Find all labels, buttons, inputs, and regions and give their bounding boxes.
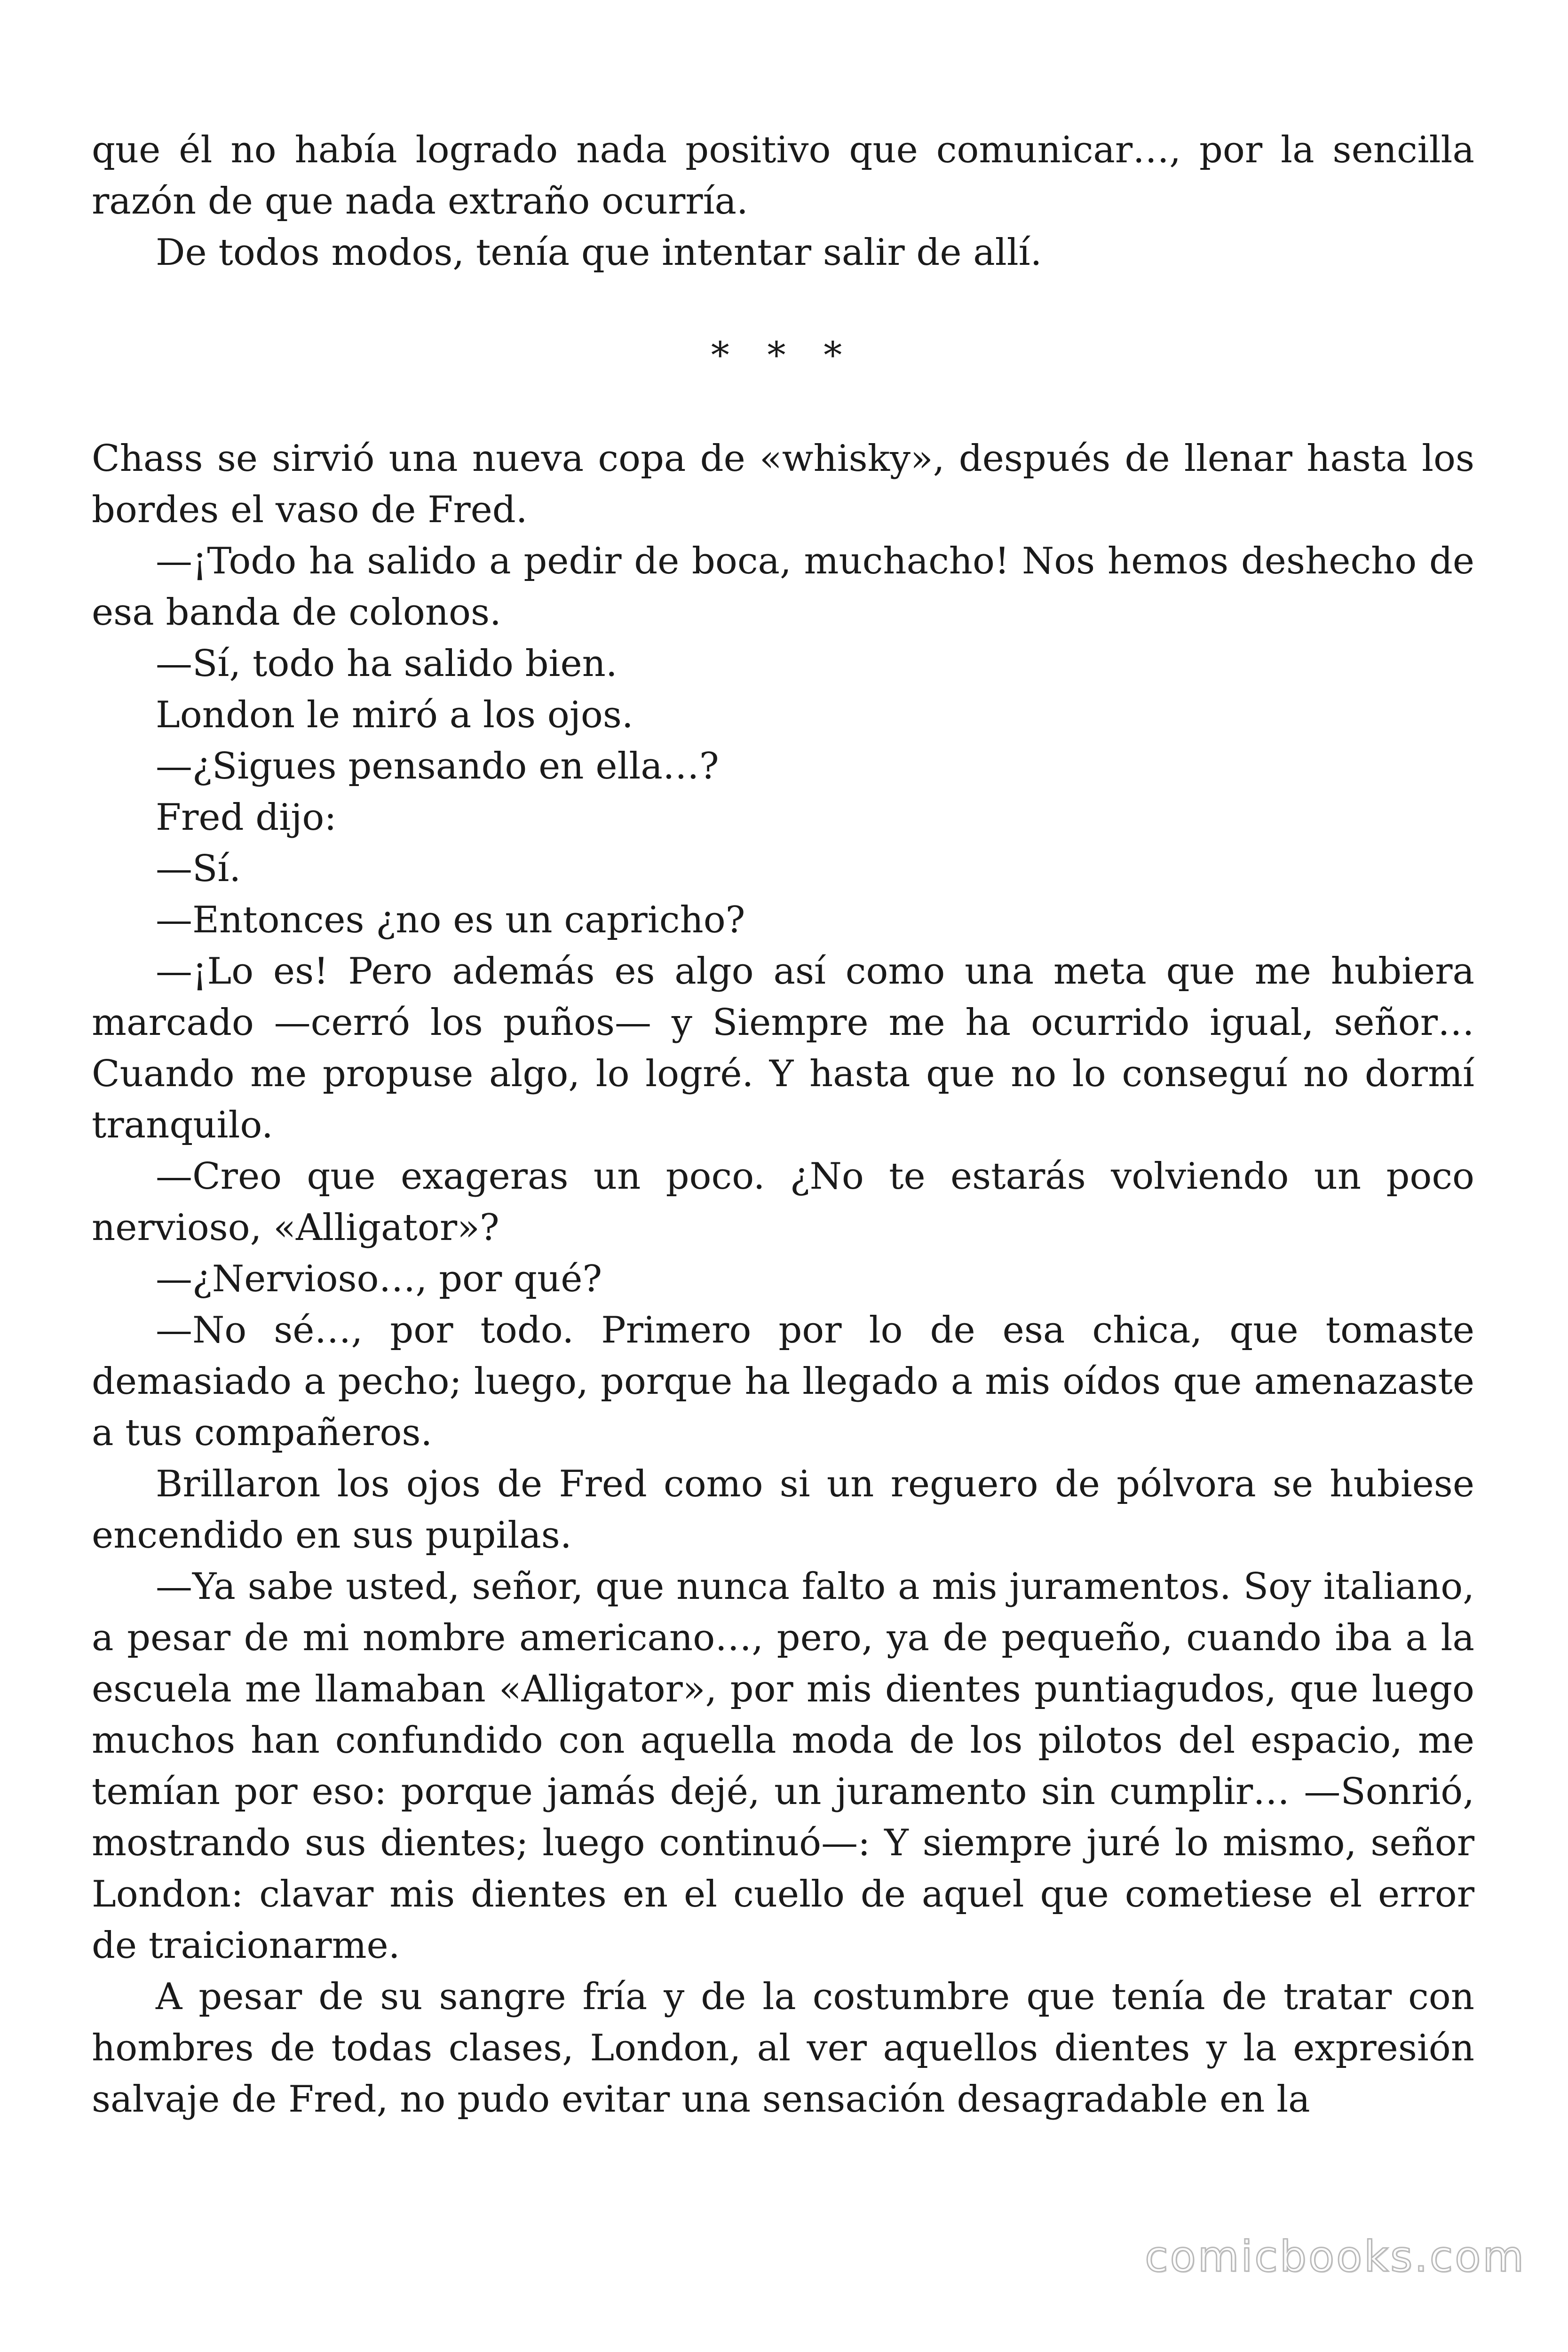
- paragraph: —¿Nervioso…, por qué?: [156, 1258, 602, 1300]
- paragraph: —Entonces ¿no es un capricho?: [156, 899, 745, 941]
- paragraph-scene-start: Chass se sirvió una nueva copa de «whisky», después de llenar hasta los bordes el vaso de Fred.: [92, 437, 1474, 531]
- paragraph: —¡Todo ha salido a pedir de boca, muchacho! Nos hemos deshecho de esa banda de colonos.: [92, 540, 1474, 634]
- watermark: comicbooks.com: [1145, 2232, 1526, 2281]
- paragraph: —Ya sabe usted, señor, que nunca falto a mis juramentos. Soy italiano, a pesar de mi nombre americano…, pero, ya de pequeño, cuando iba a la escuela me llamaban «Alligator», por mis dientes puntiagudos, que luego muchos han confundido con aquella moda de los pilotos del espacio, me temían por eso: porque jamás dejé, un juramento sin cumplir… —Sonrió, mostrando sus dientes; luego continuó—: Y siempre juré lo mismo, señor London: clavar mis dientes en el cuello de aquel que cometiese el error de traicionarme.: [92, 1565, 1474, 1967]
- paragraph: London le miró a los ojos.: [156, 694, 634, 736]
- paragraph: —Creo que exageras un poco. ¿No te estarás volviendo un poco nervioso, «Alligator»?: [92, 1155, 1474, 1249]
- scene-separator: * * *: [711, 334, 855, 377]
- paragraph: —Sí.: [156, 848, 241, 890]
- paragraph: —Sí, todo ha salido bien.: [156, 643, 618, 685]
- paragraph: —¡Lo es! Pero además es algo así como una meta que me hubiera marcado —cerró los puños— y Siempre me ha ocurrido igual, señor… Cuando me propuse algo, lo logré. Y hasta que no lo conseguí no dormí tranquilo.: [92, 950, 1474, 1146]
- paragraph: Fred dijo:: [156, 796, 337, 839]
- paragraph: —¿Sigues pensando en ella…?: [156, 745, 719, 787]
- paragraph: Brillaron los ojos de Fred como si un reguero de pólvora se hubiese encendido en sus pupilas.: [92, 1463, 1474, 1557]
- paragraph: De todos modos, tenía que intentar salir de allí.: [156, 231, 1042, 274]
- page-text: [92, 125, 1474, 2125]
- paragraph: A pesar de su sangre fría y de la costumbre que tenía de tratar con hombres de todas clases, London, al ver aquellos dientes y la expresión salvaje de Fred, no pudo evitar una sensación desagradable en la: [92, 1976, 1474, 2121]
- paragraph-continuation: que él no había logrado nada positivo que comunicar…, por la sencilla razón de que nada extraño ocurría.: [92, 129, 1474, 222]
- paragraph: —No sé…, por todo. Primero por lo de esa chica, que tomaste demasiado a pecho; luego, porque ha llegado a mis oídos que amenazaste a tus compañeros.: [92, 1309, 1474, 1454]
